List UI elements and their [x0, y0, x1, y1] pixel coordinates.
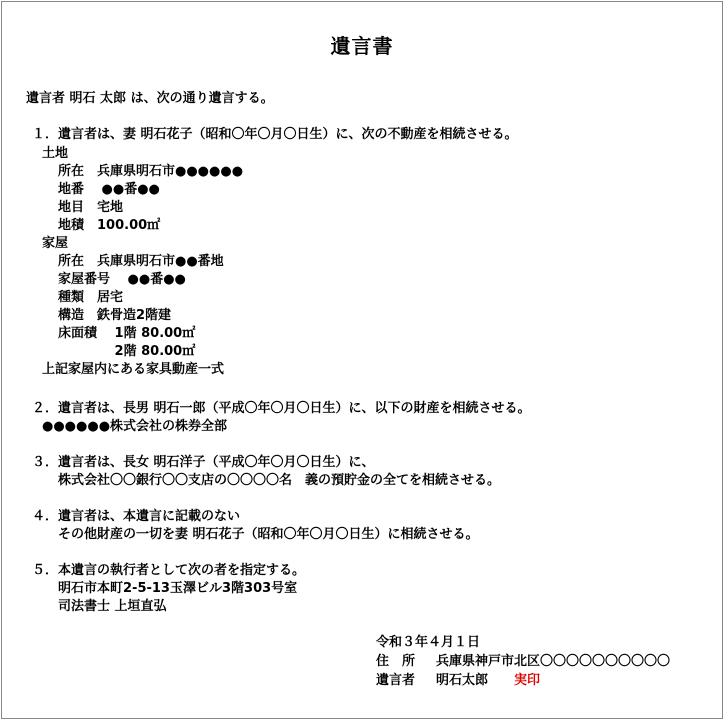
item3-detail: 株式会社〇〇銀行〇〇支店の〇〇〇〇名 義の預貯金の全てを相続させる。 [58, 473, 501, 488]
item2-heading: ２．遺言者は、長男 明石一郎（平成〇年〇月〇日生）に、以下の財産を相続させる。 [32, 401, 531, 416]
furniture-line: 上記家屋内にある家具動産一式 [42, 362, 225, 377]
signature-date: 令和３年４月１日 [376, 635, 481, 650]
document-title: 遺言書 [330, 34, 394, 58]
address-label: 住 所 [376, 654, 416, 669]
testator-name: 明石太郎 [436, 673, 489, 688]
will-document [1, 1, 723, 719]
item1-heading: １．遺言者は、妻 明石花子（昭和〇年〇月〇日生）に、次の不動産を相続させる。 [32, 127, 518, 142]
item4-heading: ４．遺言者は、本遺言に記載のない [32, 509, 241, 524]
item2-detail: ●●●●●●株式会社の株券全部 [42, 419, 228, 434]
testator-label: 遺言者 [376, 673, 416, 688]
house-line: 構造 鉄骨造2階建 [58, 308, 172, 323]
house-line: 所在 兵庫県明石市●●番地 [58, 254, 224, 269]
house-line: 床面積 1階 80.00㎡ [58, 326, 196, 341]
item3-heading: ３．遺言者は、長女 明石洋子（平成〇年〇月〇日生）に、 [32, 455, 375, 470]
seal-mark: 実印 [514, 673, 541, 688]
house-label: 家屋 [42, 236, 69, 251]
land-line: 地積 100.00㎡ [58, 218, 161, 233]
testator-address: 兵庫県神戸市北区〇〇〇〇〇〇〇〇〇〇 [436, 654, 671, 669]
land-line: 所在 兵庫県明石市●●●●●● [58, 164, 244, 179]
house-line: 種類 居宅 [58, 290, 124, 305]
intro-line: 遺言者 明石 太郎 は、次の通り遺言する。 [26, 91, 274, 106]
land-line: 地目 宅地 [58, 200, 124, 215]
executor-address: 明石市本町2-5-13玉澤ビル3階303号室 [58, 581, 298, 596]
house-line: 2階 80.00㎡ [58, 344, 196, 359]
executor-name: 司法書士 上垣直弘 [58, 599, 167, 614]
item4-detail: その他財産の一切を妻 明石花子（昭和〇年〇月〇日生）に相続させる。 [58, 527, 479, 542]
house-line: 家屋番号 ●●番●● [58, 272, 186, 287]
land-label: 土地 [42, 146, 69, 161]
land-line: 地番 ●●番●● [58, 182, 160, 197]
item5-heading: ５．本遺言の執行者として次の者を指定する。 [32, 563, 306, 578]
